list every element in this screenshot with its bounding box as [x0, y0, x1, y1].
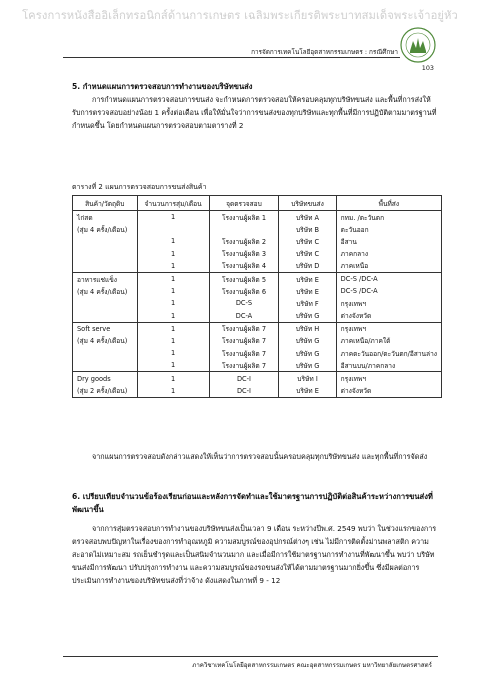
footer-divider	[63, 656, 438, 657]
section-5	[72, 80, 438, 132]
cell-area: ตะวันออก	[336, 223, 441, 235]
cell-point: โรงงานผู้ผลิต 3	[209, 248, 279, 260]
table-row	[73, 272, 442, 285]
university-logo-icon	[398, 26, 438, 64]
cell-count: 1	[137, 260, 209, 273]
footer-text: ภาควิชาเทคโนโลยีอุตสาหกรรมเกษตร คณะอุตสาหกรรมเกษตร มหาวิทยาลัยเกษตรศาสตร์	[192, 662, 432, 669]
cell-area: กทม. /ตะวันตก	[336, 211, 441, 224]
cell-count: 1	[137, 347, 209, 359]
section-5-paragraph: การกำหนดแผนการตรวจสอบการขนส่ง จะกำหนดการตรวจสอบให้ครอบคลุมทุกบริษัทขนส่ง และพื้นที่การส่งให้รับการตรวจสอบอย่างน้อย 1 ครั้งต่อเดือน เพื่อให้มั่นใจว่าการขนส่งของทุกบริษัทและทุกพื้นที่มีการปฏิบัติตามมาตรฐานที่กำหนดขึ้น โดยกำหนดแผนการตรวจสอบตามตารางที่ 2	[72, 95, 437, 130]
cell-count: 1	[137, 335, 209, 347]
col-company: บริษัทขนส่ง	[279, 196, 336, 211]
cell-count: 1	[137, 310, 209, 323]
cell-company: บริษัท F	[279, 297, 336, 309]
cell-company: บริษัท G	[279, 335, 336, 347]
table-row	[73, 297, 442, 309]
cell-area: ต่างจังหวัด	[336, 310, 441, 323]
table-row	[73, 285, 442, 297]
cell-area: อีสาน	[336, 235, 441, 247]
cell-point: DC-I	[209, 372, 279, 385]
after-table-paragraph: จากแผนการตรวจสอบดังกล่าวแสดงให้เห็นว่าการตรวจสอบนั้นครอบคลุมทุกบริษัทขนส่ง และทุกพื้นที่การจัดส่ง	[92, 452, 428, 461]
cell-company: บริษัท C	[279, 235, 336, 247]
header-divider	[63, 57, 400, 58]
cell-company: บริษัท G	[279, 347, 336, 359]
table-caption: ตารางที่ 2 แผนการตรวจสอบการขนส่งสินค้า	[72, 183, 207, 191]
cell-point	[209, 223, 279, 235]
cell-product: ไก่สด	[73, 211, 138, 224]
cell-area: กรุงเทพฯ	[336, 372, 441, 385]
cell-company: บริษัท A	[279, 211, 336, 224]
cell-area: ภาคกลาง	[336, 248, 441, 260]
cell-product: (สุ่ม 4 ครั้ง/เดือน)	[73, 285, 138, 297]
cell-product	[73, 235, 138, 247]
col-point: จุดตรวจสอบ	[209, 196, 279, 211]
section-5-heading: 5. กำหนดแผนการตรวจสอบการทำงานของบริษัทขนส่ง	[72, 82, 253, 91]
cell-count: 1	[137, 372, 209, 385]
cell-area: ต่างจังหวัด	[336, 385, 441, 398]
header-subtitle: การจัดการเทคโนโลยีอุตสาหกรรมเกษตร : กรณีศึกษา	[251, 48, 398, 56]
table-row	[73, 385, 442, 398]
table-row	[73, 335, 442, 347]
cell-point: DC-S	[209, 297, 279, 309]
cell-point: โรงงานผู้ผลิต 2	[209, 235, 279, 247]
cell-count: 1	[137, 385, 209, 398]
cell-company: บริษัท B	[279, 223, 336, 235]
cell-count: 1	[137, 359, 209, 372]
col-product: สินค้า/วัตถุดิบ	[73, 196, 138, 211]
cell-company: บริษัท H	[279, 322, 336, 335]
cell-count: 1	[137, 211, 209, 224]
cell-product: (สุ่ม 2 ครั้ง/เดือน)	[73, 385, 138, 398]
cell-point: โรงงานผู้ผลิต 7	[209, 322, 279, 335]
cell-count: 1	[137, 248, 209, 260]
cell-product: Soft serve	[73, 322, 138, 335]
cell-point: โรงงานผู้ผลิต 6	[209, 285, 279, 297]
cell-company: บริษัท E	[279, 272, 336, 285]
cell-company: บริษัท I	[279, 372, 336, 385]
section-6-heading: 6. เปรียบเทียบจำนวนข้อร้องเรียนก่อนและหลังการจัดทำและใช้มาตรฐานการปฏิบัติต่อสินค้าระหว่างการขนส่งที่พัฒนาขึ้น	[72, 492, 433, 514]
cell-product	[73, 347, 138, 359]
cell-product: (สุ่ม 4 ครั้ง/เดือน)	[73, 223, 138, 235]
cell-count	[137, 223, 209, 235]
table-row	[73, 260, 442, 273]
page-number: 103	[421, 64, 434, 72]
cell-point: โรงงานผู้ผลิต 7	[209, 335, 279, 347]
table-row	[73, 322, 442, 335]
cell-product	[73, 310, 138, 323]
cell-count: 1	[137, 322, 209, 335]
cell-area: DC-S /DC-A	[336, 272, 441, 285]
cell-company: บริษัท G	[279, 359, 336, 372]
cell-point: DC-A	[209, 310, 279, 323]
cell-point: DC-I	[209, 385, 279, 398]
cell-product	[73, 248, 138, 260]
cell-company: บริษัท E	[279, 285, 336, 297]
cell-company: บริษัท E	[279, 385, 336, 398]
watermark: โครงการหนังสืออิเล็กทรอนิกส์ด้านการเกษตร เฉลิมพระเกียรติพระบาทสมเด็จพระเจ้าอยู่หัว	[22, 9, 458, 22]
table-row	[73, 211, 442, 224]
cell-area: กรุงเทพฯ	[336, 322, 441, 335]
table-row	[73, 223, 442, 235]
table-row	[73, 359, 442, 372]
table-row	[73, 347, 442, 359]
cell-area: อีสานบน/ภาคกลาง	[336, 359, 441, 372]
cell-area: ภาคเหนือ	[336, 260, 441, 273]
cell-count: 1	[137, 285, 209, 297]
cell-company: บริษัท C	[279, 248, 336, 260]
table-row	[73, 372, 442, 385]
cell-product: อาหารแช่แข็ง	[73, 272, 138, 285]
cell-area: DC-S /DC-A	[336, 285, 441, 297]
cell-point: โรงงานผู้ผลิต 5	[209, 272, 279, 285]
cell-area: กรุงเทพฯ	[336, 297, 441, 309]
cell-product	[73, 359, 138, 372]
cell-count: 1	[137, 297, 209, 309]
cell-count: 1	[137, 235, 209, 247]
table-row	[73, 235, 442, 247]
table-row	[73, 310, 442, 323]
table-header-row	[73, 196, 442, 211]
cell-product: (สุ่ม 4 ครั้ง/เดือน)	[73, 335, 138, 347]
cell-product	[73, 297, 138, 309]
cell-point: โรงงานผู้ผลิต 4	[209, 260, 279, 273]
cell-point: โรงงานผู้ผลิต 7	[209, 359, 279, 372]
col-count: จำนวนการสุ่ม/เดือน	[137, 196, 209, 211]
after-table-text	[72, 450, 438, 463]
cell-count: 1	[137, 272, 209, 285]
cell-company: บริษัท D	[279, 260, 336, 273]
section-6	[72, 490, 438, 587]
col-area: พื้นที่ส่ง	[336, 196, 441, 211]
cell-point: โรงงานผู้ผลิต 1	[209, 211, 279, 224]
cell-point: โรงงานผู้ผลิต 7	[209, 347, 279, 359]
cell-product	[73, 260, 138, 273]
table-row	[73, 248, 442, 260]
cell-area: ภาคเหนือ/ภาคใต้	[336, 335, 441, 347]
section-6-paragraph: จากการสุ่มตรวจสอบการทำงานของบริษัทขนส่งเป็นเวลา 9 เดือน ระหว่างปีพ.ศ. 2549 พบว่า ในช่วงแรกของการตรวจสอบพบปัญหาในเรื่องของการทำอุณหภูมิ ความสมบูรณ์ของอุปกรณ์ต่างๆ เช่น ไม่มีการติดตั้งม่านพลาสติก ความสะอาดไม่เหมาะสม รถเย็นชำรุดและเป็นสนิมจำนวนมาก และเมื่อมีการใช้มาตรฐานการทำงานที่พัฒนาขึ้น พบว่า บริษัทขนส่งมีการพัฒนา ปรับปรุงการทำงาน และความสมบูรณ์ของรถขนส่งให้ได้ตามมาตรฐานมากยิ่งขึ้น ซึ่งมีผลต่อการประเมินการทำงานของบริษัทขนส่งที่ว่าจ้าง ดังแสดงในภาพที่ 9 - 12	[72, 524, 437, 585]
inspection-schedule-table	[72, 195, 442, 398]
cell-area: ภาคตะวันออก/ตะวันตก/อีสานล่าง	[336, 347, 441, 359]
cell-product: Dry goods	[73, 372, 138, 385]
cell-company: บริษัท G	[279, 310, 336, 323]
